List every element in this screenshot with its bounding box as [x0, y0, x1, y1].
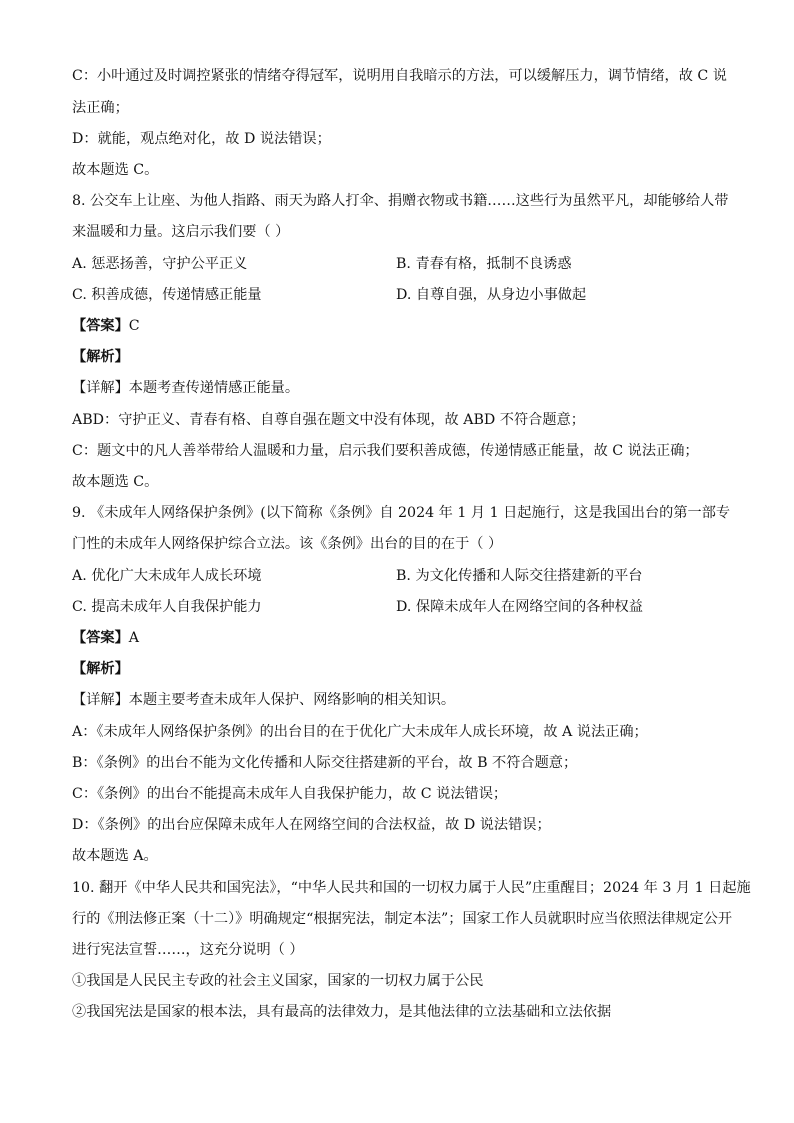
q9-a-analysis: A：《未成年人网络保护条例》的出台目的在于优化广大未成年人成长环境，故 A 说法正确；: [72, 724, 648, 740]
q8-option-c: C. 积善成德，传递情感正能量: [72, 287, 262, 303]
q8-conclusion: 故本题选 C。: [72, 474, 159, 490]
q10-item-2: ②我国宪法是国家的根本法，具有最高的法律效力，是其他法律的立法基础和立法依据: [72, 1004, 612, 1020]
q8-stem-line2: 来温暖和力量。这启示我们要（ ）: [72, 224, 290, 240]
q8-option-a: A. 惩恶扬善，守护公平正义: [72, 256, 248, 272]
q8-analysis-heading: 【解析】: [72, 349, 129, 365]
q8-option-d: D. 自尊自强，从身边小事做起: [396, 287, 587, 303]
q9-c-analysis: C：《条例》的出台不能提高未成年人自我保护能力，故 C 说法错误；: [72, 786, 508, 802]
q7-c-analysis-line1: C：小叶通过及时调控紧张的情绪夺得冠军，说明用自我暗示的方法，可以缓解压力，调节情绪，故 C 说: [72, 68, 727, 84]
q9-conclusion: 故本题选 A。: [72, 848, 158, 864]
q7-conclusion: 故本题选 C。: [72, 162, 159, 178]
q10-item-1: ①我国是人民民主专政的社会主义国家，国家的一切权力属于公民: [72, 973, 484, 989]
q9-d-analysis: D：《条例》的出台应保障未成年人在网络空间的合法权益，故 D 说法错误；: [72, 817, 551, 833]
q7-c-analysis-line2: 法正确；: [72, 100, 129, 116]
q9-answer: [72, 628, 724, 648]
q9-stem-line1: 9. 《未成年人网络保护条例》(以下简称《条例》自 2024 年 1 月 1 日起施行，这是我国出台的第一部专: [72, 505, 731, 521]
q8-answer: [72, 316, 724, 336]
q9-option-b: B. 为文化传播和人际交往搭建新的平台: [396, 568, 643, 584]
q8-answer-label: 【答案】: [72, 318, 129, 334]
q9-b-analysis: B：《条例》的出台不能为文化传播和人际交往搭建新的平台，故 B 不符合题意；: [72, 755, 578, 771]
q9-answer-label: 【答案】: [72, 630, 129, 646]
q7-d-analysis: D：就能，观点绝对化，故 D 说法错误；: [72, 131, 331, 147]
q9-detail: 【详解】本题主要考查未成年人保护、网络影响的相关知识。: [72, 692, 456, 708]
q9-answer-value: A: [128, 630, 140, 646]
q9-option-d: D. 保障未成年人在网络空间的各种权益: [396, 599, 643, 615]
q10-stem-line2: 行的《刑法修正案（十二）》明确规定“根据宪法，制定本法”；国家工作人员就职时应当依照法律规定公开: [72, 911, 733, 927]
q9-stem-line2: 门性的未成年人网络保护综合立法。该《条例》出台的目的在于（ ）: [72, 536, 503, 552]
q10-stem-line1: 10. 翻开《中华人民共和国宪法》，“中华人民共和国的一切权力属于人民”庄重醒目；2024 年 3 月 1 日起施: [72, 880, 751, 896]
q9-analysis-heading: 【解析】: [72, 661, 129, 677]
q8-option-b: B. 青春有格，抵制不良诱惑: [396, 256, 572, 272]
q10-stem-line3: 进行宪法宣誓……，这充分说明（ ）: [72, 942, 304, 958]
q8-detail: 【详解】本题考查传递情感正能量。: [72, 380, 300, 396]
q8-answer-value: C: [128, 318, 140, 334]
q8-c-analysis: C：题文中的凡人善举带给人温暖和力量，启示我们要积善成德，传递情感正能量，故 C 说法正确；: [72, 443, 699, 459]
q8-stem-line1: 8. 公交车上让座、为他人指路、雨天为路人打伞、捐赠衣物或书籍……这些行为虽然平凡，却能够给人带: [72, 193, 729, 209]
q9-option-a: A. 优化广大未成年人成长环境: [72, 568, 262, 584]
q9-option-c: C. 提高未成年人自我保护能力: [72, 599, 262, 615]
q8-abd-analysis: ABD：守护正义、青春有格、自尊自强在题文中没有体现，故 ABD 不符合题意；: [72, 412, 585, 428]
